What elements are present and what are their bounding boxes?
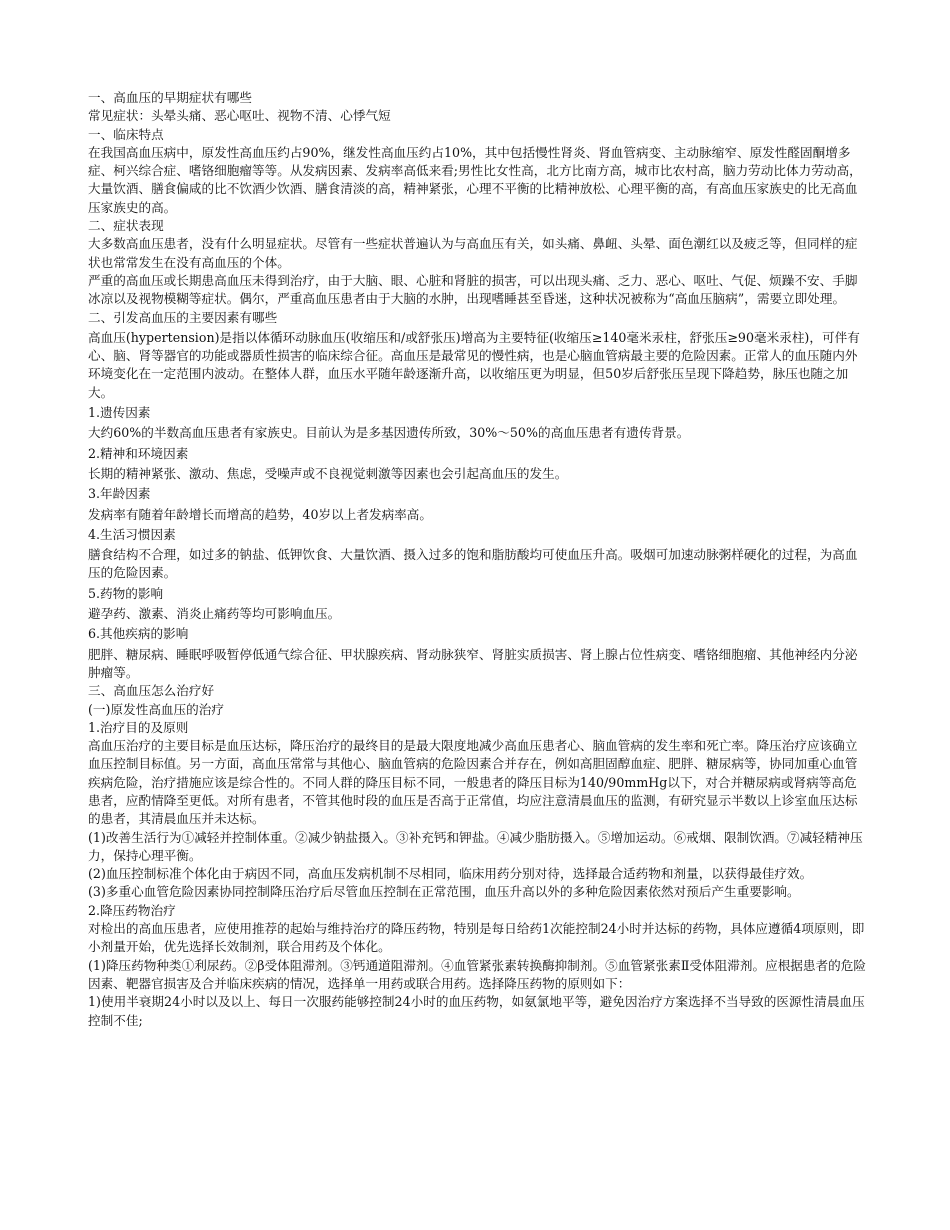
factor-heading-genetic: 1.遗传因素 <box>88 405 151 421</box>
factor-text-drugs: 避孕药、激素、消炎止痛药等均可影响血压。 <box>88 606 341 622</box>
section-heading-early-symptoms: 一、高血压的早期症状有哪些 <box>88 90 252 105</box>
drug-types-item: (1)降压药物种类①利尿药。②β受体阻滞剂。③钙通道阻滞剂。④血管紧张素转换酶抑制剂。⑤血管紧张素Ⅱ受体阻滞剂。应根据患者的危险因素、靶器官损害及合并临床疾病的情况，选择单一用药或联合用药。选择降压药物的原则如下： <box>88 957 866 991</box>
factor-heading-age: 3.年龄因素 <box>88 486 151 502</box>
section-heading-treatment: 三、高血压怎么治疗好 <box>88 683 215 699</box>
factor-text-mental-environment: 长期的精神紧张、激动、焦虑，受噪声或不良视觉刺激等因素也会引起高血压的发生。 <box>88 465 568 481</box>
factor-heading-lifestyle: 4.生活习惯因素 <box>88 526 176 542</box>
factor-heading-mental-environment: 2.精神和环境因素 <box>88 445 189 461</box>
factor-text-genetic: 大约60%的半数高血压患者有家族史。目前认为是多基因遗传所致，30%～50%的高血压患者有遗传背景。 <box>88 425 690 441</box>
lifestyle-improvement-item: (1)改善生活行为①减轻并控制体重。②减少钠盐摄入。③补充钙和钾盐。④减少脂肪摄入。⑤增加运动。⑥戒烟、限制饮酒。⑦减轻精神压力，保持心理平衡。 <box>88 829 863 863</box>
subsection-heading-primary-treatment: (一)原发性高血压的治疗 <box>88 701 225 717</box>
individualized-control-item: (2)血压控制标准个体化由于病因不同，高血压发病机制不尽相同，临床用药分别对待，选择最合适药物和剂量，以获得最佳疗效。 <box>88 866 813 882</box>
section-heading-clinical-features: 一、临床特点 <box>88 126 164 142</box>
factor-text-age: 发病率有随着年龄增长而增高的趋势，40岁以上者发病率高。 <box>88 506 433 522</box>
factor-text-other-diseases: 肥胖、糖尿病、睡眠呼吸暂停低通气综合征、甲状腺疾病、肾动脉狭窄、肾脏实质损害、肾上腺占位性病变、嗜铬细胞瘤、其他神经内分泌肿瘤等。 <box>88 646 858 680</box>
multiple-risk-factor-item: (3)多重心血管危险因素协同控制降压治疗后尽管血压控制在正常范围，血压升高以外的多种危险因素依然对预后产生重要影响。 <box>88 884 800 900</box>
treatment-goals-paragraph: 高血压治疗的主要目标是血压达标，降压治疗的最终目的是最大限度地减少高血压患者心、脑血管病的发生率和死亡率。降压治疗应该确立血压控制目标值。另一方面，高血压常常与其他心、脑血管病的危险因素合并存在，例如高胆固醇血症、肥胖、糖尿病等，协同加重心血管疾病危险，治疗措施应该是综合性的。不同人群的降压目标不同，一般患者的降压目标为140/90mmHg以下，对合并糖尿病或肾病等高危患者，应酌情降至更低。对所有患者，不管其他时段的血压是否高于正常值，均应注意清晨血压的监测，有研究显示半数以上诊室血压达标的患者，其清晨血压并未达标。 <box>88 738 858 827</box>
factor-heading-other-diseases: 6.其他疾病的影响 <box>88 626 189 642</box>
section-heading-main-factors: 二、引发高血压的主要因素有哪些 <box>88 309 278 325</box>
hypertension-definition-paragraph: 高血压(hypertension)是指以体循环动脉血压(收缩压和/或舒张压)增高为主要特征(收缩压≥140毫米汞柱，舒张压≥90毫米汞柱)，可伴有心、脑、肾等器官的功能或器质性损害的临床综合征。高血压是最常见的慢性病，也是心脑血管病最主要的危险因素。正常人的血压随内外环境变化在一定范围内波动。在整体人群，血压水平随年龄逐渐升高，以收缩压更为明显，但50岁后舒张压呈现下降趋势，脉压也随之加大。 <box>88 329 860 400</box>
heading-treatment-goals: 1.治疗目的及原则 <box>88 719 189 735</box>
common-symptoms-text: 常见症状：头晕头痛、恶心呕吐、视物不清、心悸气短 <box>88 108 391 124</box>
section-heading-symptoms: 二、症状表现 <box>88 218 164 234</box>
clinical-features-paragraph: 在我国高血压病中，原发性高血压约占90%，继发性高血压约占10%，其中包括慢性肾炎、肾血管病变、主动脉缩窄、原发性醛固酮增多症、柯兴综合症、嗜铬细胞瘤等等。从发病因素、发病率高低来看;男性比女性高，北方比南方高，城市比农村高，脑力劳动比体力劳动高，大量饮酒、膳食偏咸的比不饮酒少饮酒、膳食清淡的高，精神紧张，心理不平衡的比精神放松、心理平衡的高，有高血压家族史的比无高血压家族史的高。 <box>88 144 862 215</box>
drug-treatment-paragraph: 对检出的高血压患者，应使用推荐的起始与维持治疗的降压药物，特别是每日给药1次能控制24小时并达标的药物，具体应遵循4项原则，即小剂量开始，优先选择长效制剂，联合用药及个体化。 <box>88 921 865 955</box>
factor-heading-drugs: 5.药物的影响 <box>88 585 164 601</box>
heading-drug-treatment: 2.降压药物治疗 <box>88 902 176 918</box>
symptoms-paragraph-2: 严重的高血压或长期患高血压未得到治疗，由于大脑、眼、心脏和肾脏的损害，可以出现头痛、乏力、恶心、呕吐、气促、烦躁不安、手脚冰凉以及视物模糊等症状。偶尔，严重高血压患者由于大脑的水肿，出现嗜睡甚至昏迷，这种状况被称为“高血压脑病”，需要立即处理。 <box>88 272 858 307</box>
factor-text-lifestyle: 膳食结构不合理，如过多的钠盐、低钾饮食、大量饮酒、摄入过多的饱和脂肪酸均可使血压升高。吸烟可加速动脉粥样硬化的过程，为高血压的危险因素。 <box>88 547 858 581</box>
document-body <box>88 89 868 1030</box>
drug-principle-item-1: 1)使用半衰期24小时以及以上、每日一次服药能够控制24小时的血压药物，如氨氯地平等，避免因治疗方案选择不当导致的医源性清晨血压控制不佳; <box>88 994 865 1028</box>
symptoms-paragraph-1: 大多数高血压患者，没有什么明显症状。尽管有一些症状普遍认为与高血压有关，如头痛、鼻衄、头晕、面色潮红以及疲乏等，但同样的症状也常常发生在没有高血压的个体。 <box>88 236 858 270</box>
